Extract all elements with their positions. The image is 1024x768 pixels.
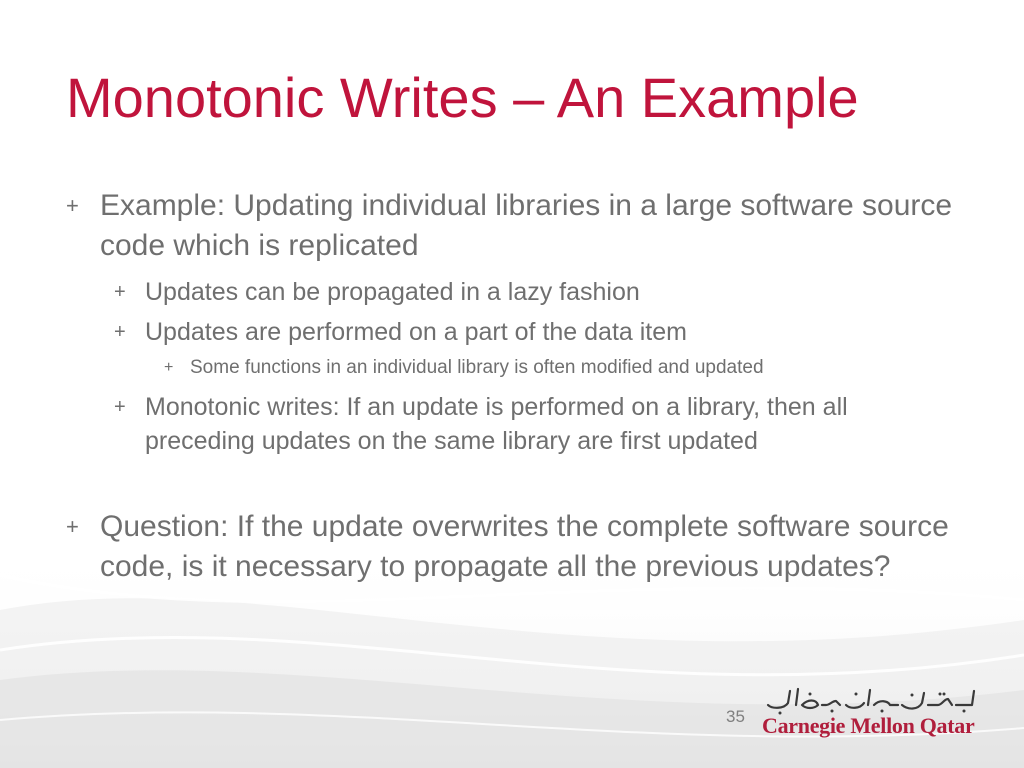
- bullet-level-2: [114, 275, 964, 309]
- bullet-text: Some functions in an individual library is often modified and updated: [190, 357, 764, 378]
- bullet-text: Monotonic writes: If an update is performed on a library, then all preceding updates on the same library are first updated: [145, 393, 848, 455]
- page-number: 35: [726, 707, 745, 726]
- plus-bullet-icon: +: [114, 281, 126, 303]
- bullet-level-2: [114, 390, 964, 458]
- plus-bullet-icon: +: [164, 359, 174, 376]
- bullet-text: Question: If the update overwrites the complete software source code, is it necessary to propagate all the previous updates?: [100, 510, 949, 583]
- bullet-text: Updates can be propagated in a lazy fashion: [145, 278, 640, 306]
- bullet-level-2: [114, 315, 964, 349]
- logo-wordmark: Carnegie Mellon Qatar: [762, 713, 975, 738]
- slide-title: Monotonic Writes – An Example: [66, 66, 859, 129]
- bullet-text: Updates are performed on a part of the data item: [145, 318, 687, 346]
- bullet-level-1: [66, 186, 966, 266]
- bullet-level-3: [164, 355, 964, 381]
- plus-bullet-icon: +: [66, 193, 79, 218]
- plus-bullet-icon: +: [114, 321, 126, 343]
- plus-bullet-icon: +: [114, 396, 126, 418]
- university-logo: [762, 683, 978, 743]
- bullet-text: Example: Updating individual libraries in a large software source code which is replicated: [100, 189, 953, 262]
- arabic-calligraphy-icon: [762, 683, 978, 715]
- plus-bullet-icon: +: [66, 514, 79, 539]
- bullet-level-1: [66, 507, 966, 587]
